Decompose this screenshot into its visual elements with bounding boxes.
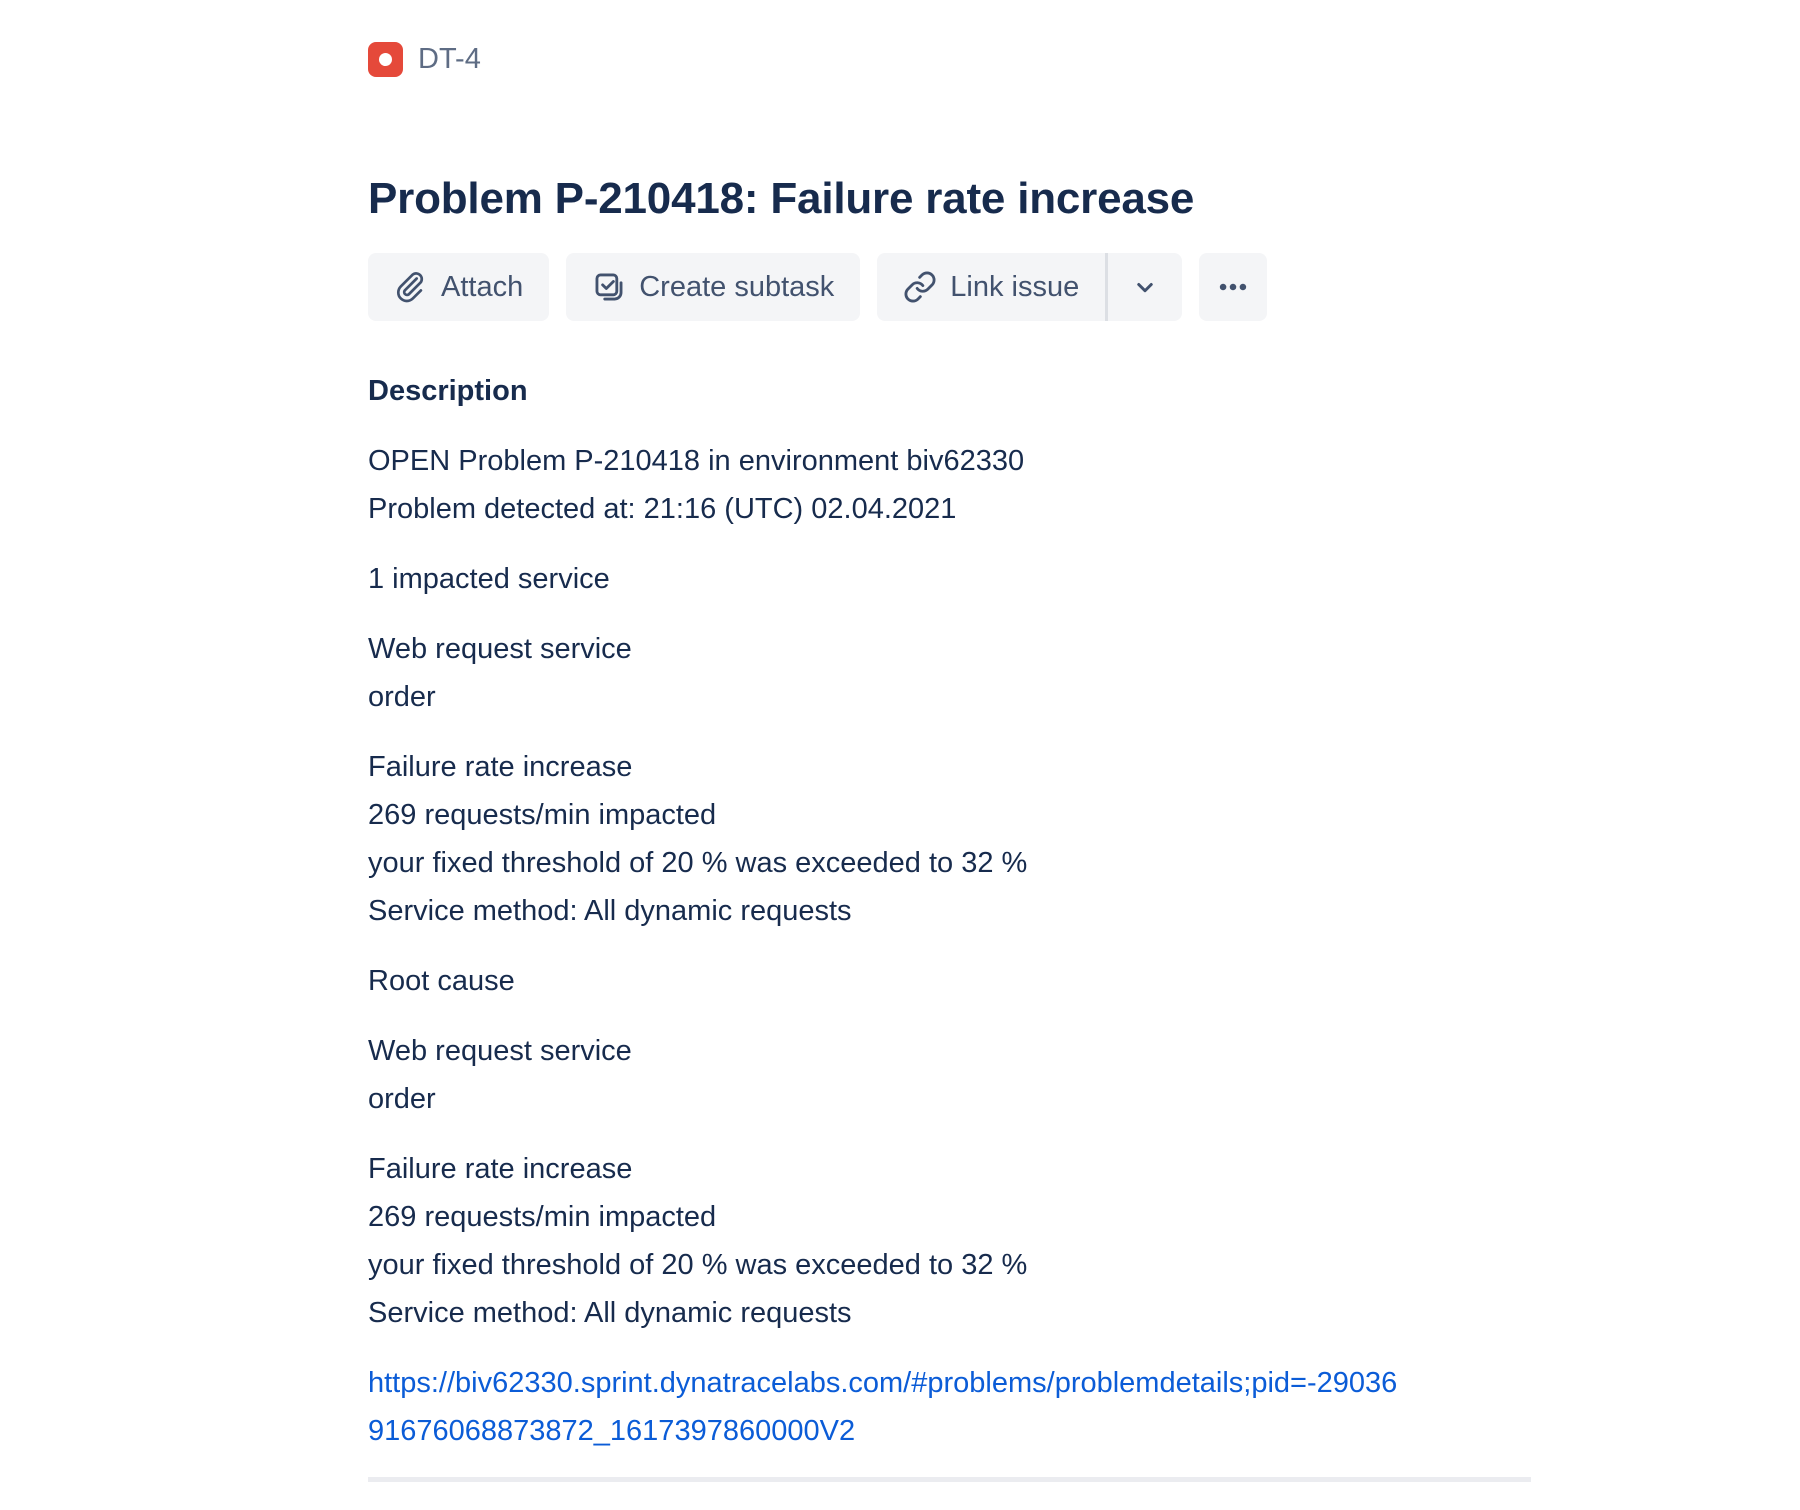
description-line: your fixed threshold of 20 % was exceeded to 32 % bbox=[368, 847, 1028, 879]
link-icon bbox=[903, 270, 937, 304]
description-line: 269 requests/min impacted bbox=[368, 799, 717, 831]
description-paragraph bbox=[368, 743, 1533, 935]
description-line: Failure rate increase bbox=[368, 1153, 633, 1185]
description-line: order bbox=[368, 681, 436, 713]
link-issue-split-button bbox=[877, 253, 1182, 321]
paperclip-icon bbox=[394, 270, 428, 304]
bug-icon[interactable] bbox=[368, 42, 403, 77]
description-paragraph bbox=[368, 625, 1533, 721]
description-paragraph bbox=[368, 1359, 1533, 1455]
subtask-icon bbox=[592, 270, 626, 304]
issue-title[interactable]: Problem P-210418: Failure rate increase bbox=[368, 174, 1195, 223]
description-line: Service method: All dynamic requests bbox=[368, 1297, 852, 1329]
attach-button[interactable] bbox=[368, 253, 549, 321]
link-issue-button-label: Link issue bbox=[950, 270, 1080, 303]
toolbar bbox=[368, 253, 1533, 321]
description-line: Web request service bbox=[368, 633, 632, 665]
link-issue-dropdown-button[interactable] bbox=[1108, 253, 1182, 321]
description-line: Service method: All dynamic requests bbox=[368, 895, 852, 927]
description-line: Failure rate increase bbox=[368, 751, 633, 783]
description-paragraph bbox=[368, 1027, 1533, 1123]
description-body[interactable] bbox=[368, 437, 1533, 1455]
description-line: OPEN Problem P-210418 in environment biv62330 bbox=[368, 445, 1025, 477]
description-paragraph bbox=[368, 957, 1533, 1005]
description-line: your fixed threshold of 20 % was exceeded to 32 % bbox=[368, 1249, 1028, 1281]
ellipsis-icon bbox=[1216, 270, 1250, 304]
issue-key-link[interactable]: DT-4 bbox=[418, 43, 481, 75]
description-line: order bbox=[368, 1083, 436, 1115]
breadcrumb bbox=[368, 42, 1533, 77]
problem-details-link[interactable] bbox=[368, 1359, 1533, 1455]
description-line: Root cause bbox=[368, 965, 515, 997]
description-line: Problem detected at: 21:16 (UTC) 02.04.2021 bbox=[368, 493, 957, 525]
bug-icon-dot bbox=[379, 53, 392, 66]
description-paragraph bbox=[368, 1145, 1533, 1337]
issue-view bbox=[368, 0, 1533, 1482]
description-line: 1 impacted service bbox=[368, 563, 610, 595]
section-divider bbox=[368, 1477, 1531, 1482]
link-issue-button[interactable] bbox=[877, 253, 1105, 321]
description-line: Web request service bbox=[368, 1035, 632, 1067]
chevron-down-icon bbox=[1130, 272, 1160, 302]
attach-button-label: Attach bbox=[441, 270, 524, 303]
description-paragraph bbox=[368, 555, 1533, 603]
more-actions-button[interactable] bbox=[1199, 253, 1267, 321]
link-line: 91676068873872_1617397860000V2 bbox=[368, 1415, 856, 1447]
description-heading: Description bbox=[368, 375, 528, 407]
description-line: 269 requests/min impacted bbox=[368, 1201, 717, 1233]
description-paragraph bbox=[368, 437, 1533, 533]
create-subtask-button-label: Create subtask bbox=[639, 270, 835, 303]
create-subtask-button[interactable] bbox=[566, 253, 860, 321]
link-line: https://biv62330.sprint.dynatracelabs.com/#problems/problemdetails;pid=-29036 bbox=[368, 1367, 1398, 1399]
